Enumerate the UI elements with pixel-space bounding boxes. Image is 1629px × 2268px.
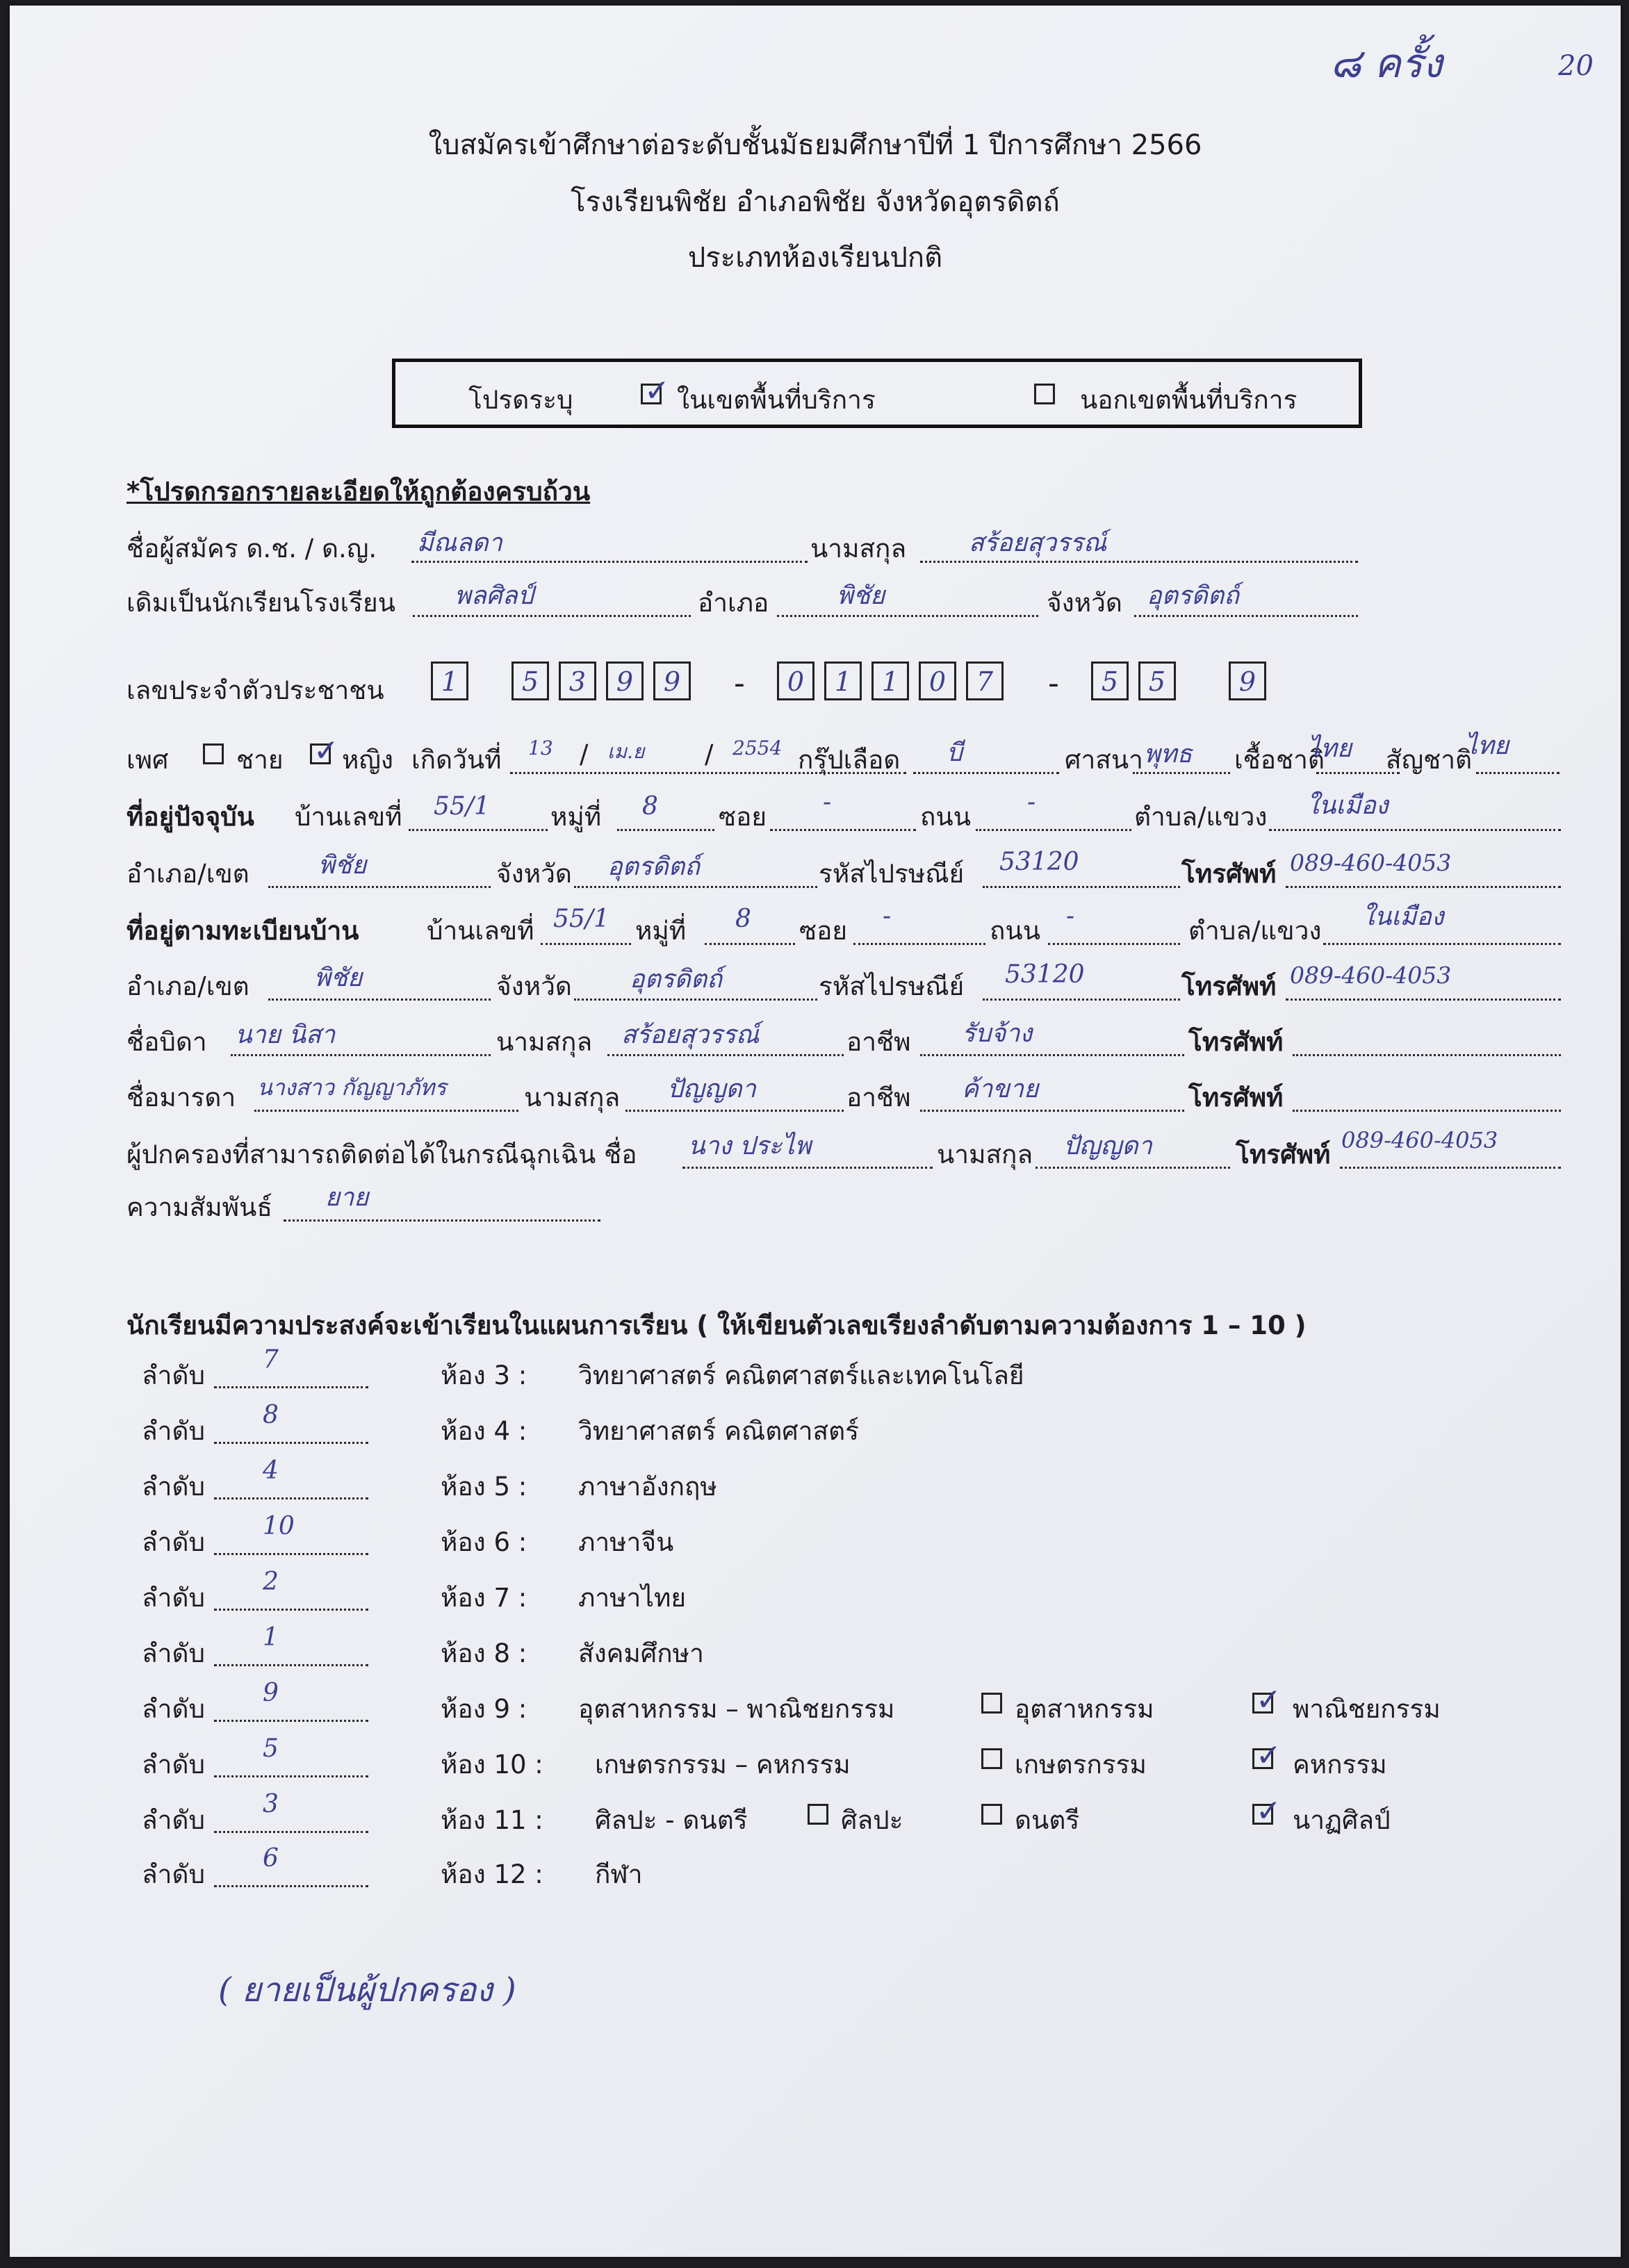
reg-moo-field[interactable]: 8 [735,905,751,933]
dotted-line [214,1719,368,1722]
rank-field[interactable]: 3 [263,1790,279,1818]
birth-year-field[interactable]: 2554 [732,737,783,759]
cur-road-field[interactable]: - [1027,788,1036,816]
plan-option-checkbox[interactable] [981,1748,1002,1769]
dotted-line [1293,1053,1561,1056]
dotted-line [625,1109,844,1112]
dotted-line [1286,885,1561,888]
plan-name: วิทยาศาสตร์ คณิตศาสตร์และเทคโนโลยี [578,1361,1024,1390]
cur-house-label: บ้านเลขที่ [295,802,402,832]
reg-road-field[interactable]: - [1066,902,1075,930]
reg-house-label: บ้านเลขที่ [427,916,534,946]
dotted-line [983,998,1180,1001]
cur-road-label: ถนน [920,802,971,832]
cur-moo-label: หมู่ที่ [550,802,602,832]
dotted-line [214,1552,368,1555]
plan-option-label: เกษตรกรรม [1015,1750,1147,1780]
dotted-line [214,1775,368,1777]
rank-field[interactable]: 1 [263,1623,279,1652]
cur-district-label: อำเภอ/เขต [126,859,249,889]
cur-house-field[interactable]: 55/1 [434,792,490,821]
plan-option-label: ดนตรี [1015,1805,1080,1835]
reg-subdistrict-field[interactable]: ในเมือง [1362,903,1444,931]
plan-name: วิทยาศาสตร์ คณิตศาสตร์ [578,1416,859,1446]
rank-label: ลำดับ [142,1416,205,1446]
former-school-label: เดิมเป็นนักเรียนโรงเรียน [126,588,395,618]
reg-soi-field[interactable]: - [883,902,892,930]
father-surname-field[interactable]: สร้อยสุวรรณ์ [621,1021,760,1049]
handwritten-corner-mark: ๘ ครั้ง [1330,40,1443,87]
race-field[interactable]: ไทย [1308,734,1352,763]
room-label: ห้อง 10 : [441,1750,543,1780]
id-digit-box[interactable]: 7 [966,662,1004,700]
id-digit-box[interactable]: 1 [824,662,862,700]
dotted-line [777,614,1038,617]
zone-label: โปรดระบุ [468,385,573,415]
cur-phone-field[interactable]: 089-460-4053 [1290,849,1452,876]
room-label: ห้อง 4 : [441,1416,527,1446]
dotted-line [983,885,1180,888]
father-name-field[interactable]: นาย นิสา [235,1021,336,1049]
religion-label: ศาสนา [1065,745,1143,775]
reg-moo-label: หมู่ที่ [635,916,687,946]
plan-option-label: ศิลปะ [841,1805,903,1835]
check-icon: ✓ [644,373,670,409]
male-label: ชาย [236,745,284,775]
reg-postal-label: รหัสไปรษณีย์ [819,971,965,1001]
dotted-line [214,1441,368,1444]
former-school-field[interactable]: พลศิลป์ [455,582,534,610]
plan-option-label: พาณิชยกรรม [1293,1694,1441,1724]
room-label: ห้อง 8 : [441,1638,527,1668]
cur-moo-field[interactable]: 8 [642,792,658,821]
rank-label: ลำดับ [142,1694,205,1724]
father-label: ชื่อบิดา [126,1027,207,1057]
mother-label: ชื่อมารดา [126,1083,236,1112]
blood-field[interactable]: บี [947,739,963,767]
rank-label: ลำดับ [142,1638,205,1668]
plan-name: ภาษาไทย [578,1583,687,1613]
plan-option-checkbox[interactable] [981,1693,1002,1714]
reg-house-field[interactable]: 55/1 [553,905,609,933]
school-district-label: อำเภอ [698,588,769,618]
dotted-line [214,1663,368,1666]
plan-option-checkbox[interactable] [981,1804,1002,1825]
rank-label: ลำดับ [142,1472,205,1502]
cur-soi-label: ซอย [719,802,767,832]
dotted-line [214,1608,368,1611]
dotted-line [617,828,714,831]
rank-field[interactable]: 8 [263,1401,279,1429]
cur-postal-label: รหัสไปรษณีย์ [819,859,965,889]
birth-label: เกิดวันที่ [411,745,502,775]
dotted-line [1035,1166,1230,1169]
nationality-label: สัญชาติ [1386,745,1473,775]
rank-label: ลำดับ [142,1750,205,1780]
school-district-field[interactable]: พิชัย [837,582,885,610]
id-digit-box[interactable]: 5 [1091,662,1129,700]
dotted-line [1269,828,1561,831]
room-label: ห้อง 11 : [441,1805,543,1835]
form-title: ใบสมัครเข้าศึกษาต่อระดับชั้นมัธยมศึกษาปีที่ 1 ปีการศึกษา 2566 [428,129,1202,161]
instruction: *โปรดกรอกรายละเอียดให้ถูกต้องครบถ้วน [126,477,591,507]
id-digit-box[interactable]: 9 [606,662,644,700]
dotted-line [770,828,916,831]
dotted-line [214,1497,368,1499]
dotted-line [268,885,491,888]
mother-surname-field[interactable]: ปัญญดา [667,1075,756,1103]
plan-name: อุตสาหกรรม – พาณิชยกรรม [578,1694,895,1724]
current-address-title: ที่อยู่ปัจจุบัน [126,802,254,832]
zone-out-checkbox[interactable] [1034,384,1055,404]
cur-subdistrict-field[interactable]: ในเมือง [1307,791,1389,820]
check-icon: ✓ [1256,1738,1282,1773]
dotted-line [1048,942,1180,945]
dotted-line [214,1884,368,1887]
rank-field[interactable]: 7 [263,1345,279,1374]
id-digit-box[interactable]: 0 [777,662,814,700]
reg-district-label: อำเภอ/เขต [126,971,249,1001]
plan-option-checkbox[interactable] [1252,1793,1282,1829]
dotted-line [705,942,795,945]
birth-day-field[interactable]: 13 [528,737,553,759]
cur-subdistrict-label: ตำบล/แขวง [1134,802,1268,832]
dotted-line [284,1219,600,1222]
school-province-field[interactable]: อุตรดิตถ์ [1147,582,1239,610]
guardian-phone-label: โทรศัพท์ [1236,1140,1331,1169]
dotted-line [920,1053,1184,1056]
rank-label: ลำดับ [142,1583,205,1613]
dotted-line [254,1109,518,1112]
father-surname-label: นามสกุล [496,1027,593,1057]
school-title: โรงเรียนพิชัย อำเภอพิชัย จังหวัดอุตรดิตถ์ [571,186,1060,218]
sex-label: เพศ [126,745,169,775]
dotted-line [682,1166,933,1169]
plan-name: เกษตรกรรม – คหกรรม [595,1750,851,1780]
application-form: ๘ ครั้ง 20 ใบสมัครเข้าศึกษาต่อระดับชั้นมัธยมศึกษาปีที่ 1 ปีการศึกษา 2566 โรงเรียนพิชัย อำเภอพิชัย จังหวัดอุตรดิตถ์ ประเภทห้องเรียนปกติ โปรดระบุ ✓ ในเขตพื้นที่บริการ นอกเขตพื้นที่บริการ *โปรดกรอกรายละเอียดให้ถูกต้องครบถ้วน ชื่อผู้สมัคร ด.ช. / ด.ญ. มีณลดา นามสกุล สร้อยสุวรรณ์ เดิมเป็นนักเรียนโรงเรียน พลศิลป์ อำเภอ พิชัย จังหวัด อุตรดิตถ์ เลขประจำตัวประชาชน 1 5 3 9 9 0 1 1 0 7 5 5 9 - - เพศ ชาย ✓ หญิง เกิดวันที่ 13 / เม.ย / 2554 กรุ๊ปเลือด บี ศาสนา พุทธ เชื้อชาติ ไทย สัญชาติ ไทย ที่อยู่ปัจจุบัน บ้านเลขที่ 55/1 หมู่ที่ 8 ซอย - ถนน - ตำบล/แขวง ในเมือง อำเภอ/เขต พิชัย จังหวัด อุตรดิตถ์ รหัสไปรษณีย์ 53120 โทรศัพท์ 089-460-4053 ที่อยู่ตามทะเบียนบ้าน บ้านเลขที่ 55/1 หมู่ที่ 8 ซอย - ถนน - ตำบล/แขวง ในเมือง อำเภอ/เขต พิชัย จังหวัด อุตรดิตถ์ รหัสไปรษณีย์ 53120 โทรศัพท์ 089-460-4053 ชื่อบิดา นาย นิสา นามสกุล สร้อยสุวรรณ์ อาชีพ รับจ้าง โทรศัพท์ ชื่อมารดา นางสาว กัญญาภัทร นามสกุล ปัญญดา อาชีพ ค้าขาย โทรศัพท์ ผู้ปกครองที่สามารถติดต่อได้ในกรณีฉุกเฉิน ชื่อ นาง ประไพ นามสกุล ปัญญดา โทรศัพท์ 089-460-4053 ความสัมพันธ์ ยาย นักเรียนมีความประสงค์จะเข้าเรียนในแผนการเรียน ( ให้เขียนตัวเลขเรียงลำดับตามความต้องการ 1 – 10 ) ลำดับ 7 ห้อง 3 : วิทยาศาสตร์ คณิตศาสตร์และเทคโนโลยี ลำดับ 8 ห้อง 4 : วิทยาศาสตร์ คณิตศาสตร์ ลำดับ 4 ห้อง 5 : ภาษาอังกฤษ ลำดับ 10 ห้อง 6 : ภาษาจีน ลำดับ 2 ห้อง 7 : ภาษาไทย ลำดับ 1 ห้อง 8 : สังคมศึกษา ลำดับ 9 ห้อง 9 : อุตสาหกรรม – พาณิชยกรรม ลำดับ 5 ห้อง 10 : เกษตรกรรม – คหกรรม ลำดับ 3 ห้อง 11 : ศิลปะ - ดนตรี ลำดับ 6 ห้อง 12 : กีฬา อุตสาหกรรม ✓ พาณิชยกรรม เกษตรกรรม ✓ คหกรรม ศิลปะ ดนตรี ✓ นาฏศิลป์ ( ยายเป็นผู้ปกครอง ) [10,6,1621,2257]
race-label: เชื้อชาติ [1234,745,1325,775]
surname-label: นามสกุล [810,534,907,564]
dotted-line [268,998,491,1001]
id-separator: - [1048,666,1059,701]
school-province-label: จังหวัด [1047,588,1122,618]
applicant-name-field[interactable]: มีณลดา [417,529,502,557]
plan-name: กีฬา [595,1859,643,1889]
plan-option-checkbox[interactable] [1252,1682,1282,1718]
id-digit-box[interactable]: 9 [653,662,691,700]
religion-field[interactable]: พุทธ [1144,740,1193,769]
rank-field[interactable]: 10 [263,1512,295,1540]
dotted-line [214,1386,368,1388]
mother-job-label: อาชีพ [846,1083,911,1112]
rank-field[interactable]: 6 [263,1844,279,1873]
plan-option-label: นาฏศิลป์ [1293,1805,1391,1835]
cur-district-field[interactable]: พิชัย [318,851,367,880]
room-label: ห้อง 7 : [441,1583,527,1613]
id-digit-box[interactable]: 1 [431,662,468,700]
cur-phone-label: โทรศัพท์ [1181,859,1277,889]
mother-surname-label: นามสกุล [524,1083,621,1112]
id-digit-box[interactable]: 3 [559,662,596,700]
birth-month-field[interactable]: เม.ย [607,740,645,763]
father-phone-label: โทรศัพท์ [1188,1027,1284,1057]
plan-option-label: อุตสาหกรรม [1015,1694,1154,1724]
dotted-line [920,1109,1184,1112]
cur-soi-field[interactable]: - [823,788,832,816]
guardian-phone-field[interactable]: 089-460-4053 [1341,1127,1498,1153]
class-type-title: ประเภทห้องเรียนปกติ [687,242,943,274]
rank-field[interactable]: 4 [263,1456,279,1485]
reg-province-label: จังหวัด [496,971,572,1001]
father-job-field[interactable]: รับจ้าง [962,1019,1033,1048]
room-label: ห้อง 12 : [441,1859,543,1889]
blood-label: กรุ๊ปเลือด [798,745,901,775]
rank-field[interactable]: 9 [263,1679,279,1707]
cur-postal-field[interactable]: 53120 [999,848,1079,876]
zone-in-label: ในเขตพื้นที่บริการ [677,385,876,415]
footnote: ( ยายเป็นผู้ปกครอง ) [218,1971,516,2010]
rank-field[interactable]: 5 [263,1734,279,1763]
applicant-surname-field[interactable]: สร้อยสุวรรณ์ [969,529,1107,557]
reg-soi-label: ซอย [799,916,848,946]
dotted-line [913,771,1059,774]
dotted-line [853,942,985,945]
guardian-surname-label: นามสกุล [937,1140,1033,1169]
dotted-line [409,828,548,831]
father-job-label: อาชีพ [846,1027,911,1057]
cur-province-label: จังหวัด [496,859,572,889]
nationality-field[interactable]: ไทย [1465,732,1509,760]
dotted-line [1476,771,1560,774]
check-icon: ✓ [1256,1682,1282,1718]
plan-option-checkbox[interactable] [808,1804,828,1825]
room-label: ห้อง 3 : [441,1361,527,1390]
id-digit-box[interactable]: 1 [871,662,909,700]
rank-label: ลำดับ [142,1527,205,1557]
mother-phone-label: โทรศัพท์ [1188,1083,1284,1112]
room-label: ห้อง 9 : [441,1694,527,1724]
study-plan-heading: นักเรียนมีความประสงค์จะเข้าเรียนในแผนการเรียน ( ให้เขียนตัวเลขเรียงลำดับตามความต้องการ 1 – 10 ) [126,1310,1307,1340]
plan-name: สังคมศึกษา [578,1638,704,1668]
registered-address-title: ที่อยู่ตามทะเบียนบ้าน [126,916,359,946]
dotted-line [1340,1166,1561,1169]
dotted-line [1293,1109,1561,1112]
applicant-name-label: ชื่อผู้สมัคร ด.ช. / ด.ญ. [126,534,377,564]
plan-name: ภาษาจีน [578,1527,674,1557]
dotted-line [214,1830,368,1833]
check-icon: ✓ [1256,1793,1282,1829]
reg-phone-field[interactable]: 089-460-4053 [1290,962,1452,989]
check-icon: ✓ [313,733,339,769]
female-checkbox[interactable] [310,733,339,769]
dotted-line [976,828,1131,831]
reg-postal-field[interactable]: 53120 [1005,960,1085,989]
cur-province-field[interactable]: อุตรดิตถ์ [607,853,700,881]
plan-name: ศิลปะ - ดนตรี [595,1805,748,1835]
plan-option-label: คหกรรม [1293,1750,1387,1780]
id-card-label: เลขประจำตัวประชาชน [126,675,384,705]
rank-label: ลำดับ [142,1859,205,1889]
dotted-line [541,942,631,945]
rank-label: ลำดับ [142,1805,205,1835]
zone-out-label: นอกเขตพื้นที่บริการ [1080,385,1298,415]
reg-phone-label: โทรศัพท์ [1181,971,1277,1001]
id-digit-box[interactable]: 0 [919,662,956,700]
reg-subdistrict-label: ตำบล/แขวง [1188,916,1322,946]
guardian-label: ผู้ปกครองที่สามารถติดต่อได้ในกรณีฉุกเฉิน ชื่อ [126,1140,637,1169]
reg-province-field[interactable]: อุตรดิตถ์ [630,965,722,994]
relation-label: ความสัมพันธ์ [126,1192,272,1222]
reg-district-field[interactable]: พิชัย [314,964,363,992]
rank-label: ลำดับ [142,1361,205,1390]
zone-in-checkbox[interactable] [641,373,670,409]
plan-name: ภาษาอังกฤษ [578,1472,717,1502]
dotted-line [1323,942,1561,945]
mother-name-field[interactable]: นางสาว กัญญาภัทร [257,1074,447,1101]
rank-field[interactable]: 2 [263,1568,279,1596]
dotted-line [1286,998,1561,1001]
room-label: ห้อง 5 : [441,1472,527,1502]
relation-field[interactable]: ยาย [325,1183,369,1212]
female-label: หญิง [342,745,393,775]
id-separator: - [734,666,745,701]
guardian-surname-field[interactable]: ปัญญดา [1063,1132,1152,1160]
page-number: 20 [1558,50,1594,82]
id-digit-box[interactable]: 5 [511,662,549,700]
reg-road-label: ถนน [990,916,1040,946]
id-digit-box[interactable]: 5 [1138,662,1176,700]
male-checkbox[interactable] [203,743,224,764]
id-digit-box[interactable]: 9 [1229,662,1266,700]
plan-option-checkbox[interactable] [1252,1738,1282,1773]
room-label: ห้อง 6 : [441,1527,527,1557]
guardian-name-field[interactable]: นาง ประไพ [688,1132,812,1160]
mother-job-field[interactable]: ค้าขาย [962,1075,1039,1103]
